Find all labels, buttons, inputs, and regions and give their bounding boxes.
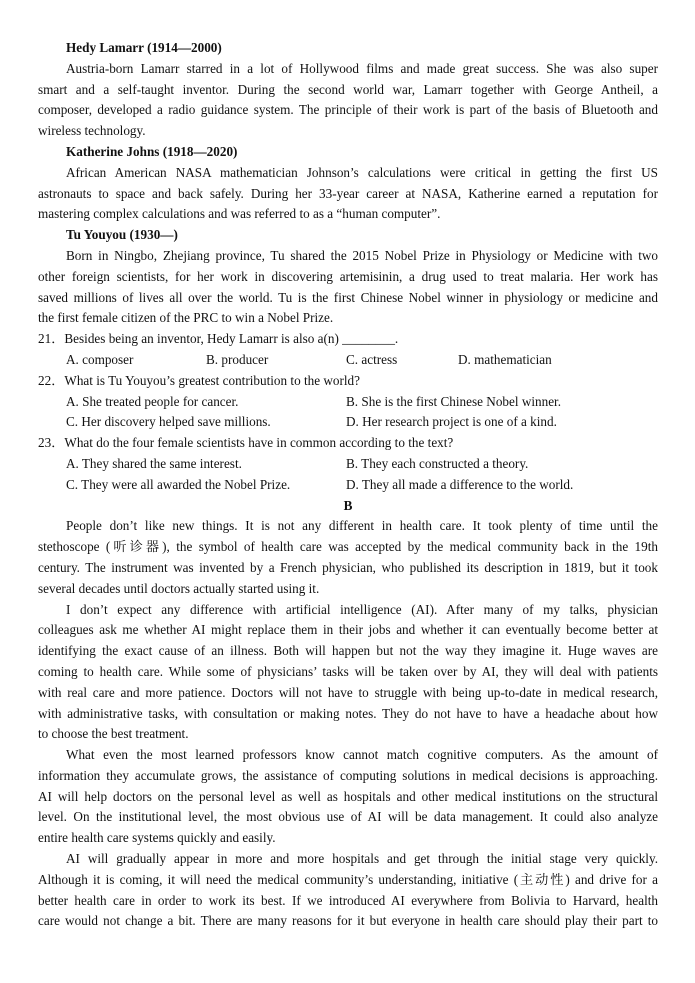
text-line: AI will gradually appear in more and more hospitals and get through the initial stage very quickly. bbox=[66, 851, 658, 867]
text-line: better health care in order to work its best. If we introduced AI everywhere from Bolivia to Harvard, health bbox=[38, 892, 658, 908]
text-line: identifying the exact cause of an illness. Both will happen but not the way they imagine it. Huge waves are bbox=[38, 643, 658, 659]
text-line: care would not change a bit. There are many reasons for it but everyone in health care should play their part to bbox=[38, 913, 658, 929]
option-c: C. Her discovery helped save millions. bbox=[66, 414, 271, 430]
text-line: coming to health care. While some of physicians’ tasks will be taken over by AI, they will deal with patients bbox=[38, 663, 658, 679]
question-stem: 22．What is Tu Youyou’s greatest contribution to the world? bbox=[38, 372, 360, 388]
option-c: C. They were all awarded the Nobel Prize. bbox=[66, 476, 291, 492]
question-stem: 23．What do the four female scientists have in common according to the text? bbox=[38, 435, 454, 451]
text-line: People don’t like new things. It is not any different in health care. It took plenty of time until the bbox=[66, 518, 658, 534]
document-page bbox=[38, 38, 658, 932]
text-line: the first female citizen of the PRC to win a Nobel Prize. bbox=[38, 310, 334, 326]
section-title-lamarr: Hedy Lamarr (1914—2000) bbox=[66, 40, 222, 55]
text-line: composer, developed a radio guidance system. The principle of their work is part of the basis of Bluetooth and bbox=[38, 102, 658, 118]
option-d: D. They all made a difference to the world. bbox=[346, 476, 574, 492]
text-line: colleagues ask me whether AI might replace them in their jobs and whether it can eventually become better at bbox=[38, 622, 658, 638]
question-options bbox=[38, 454, 658, 475]
text-line: century. The instrument was invented by a French physician, who published its description in 1819, but it took bbox=[38, 559, 658, 575]
option-c: C. actress bbox=[346, 351, 398, 367]
question-options bbox=[38, 350, 658, 371]
text-line: with real care and more patience. Doctors will not have to struggle with being up-to-date in medical research, bbox=[38, 684, 658, 700]
option-d: D. Her research project is one of a kind. bbox=[346, 414, 557, 430]
text-line: other foreign scientists, for her work in discovering artemisinin, a drug used to treat malaria. Her work has bbox=[38, 268, 658, 284]
option-b: B. producer bbox=[206, 351, 269, 367]
text-line: several decades until doctors actually started using it. bbox=[38, 580, 320, 596]
text-line: I don’t expect any difference with artificial intelligence (AI). After many of my talks, physician bbox=[66, 601, 658, 617]
text-line: stethoscope (听诊器), the symbol of health care was accepted by the medical community back in the 19th bbox=[38, 539, 658, 555]
option-a: A. They shared the same interest. bbox=[66, 455, 242, 471]
text-line: to choose the best treatment. bbox=[38, 726, 189, 742]
section-heading-b: B bbox=[343, 497, 353, 513]
section-title-tu: Tu Youyou (1930—) bbox=[66, 227, 178, 243]
option-d: D. mathematician bbox=[458, 351, 552, 367]
text-line: Austria-born Lamarr starred in a lot of Hollywood films and made great success. She was also super bbox=[66, 60, 658, 76]
text-line: wireless technology. bbox=[38, 123, 146, 139]
text-line: with administrative tasks, with consultation or making notes. They do not have to have a headache about how bbox=[38, 705, 658, 721]
option-a: A. She treated people for cancer. bbox=[66, 393, 239, 409]
option-b: B. She is the first Chinese Nobel winner. bbox=[346, 393, 562, 409]
option-a: A. composer bbox=[66, 351, 134, 367]
text-line: saved millions of lives all over the world. Tu is the first Chinese Nobel winner in physiology or medicine and bbox=[38, 289, 658, 305]
text-line: smart and a self-taught inventor. During the second world war, Lamarr together with George Antheil, a bbox=[38, 81, 658, 97]
question-options bbox=[38, 475, 658, 496]
question-stem: 21．Besides being an inventor, Hedy Lamarr is also a(n) ________. bbox=[38, 331, 399, 347]
text-line: AI will help doctors on the personal level as well as hospitals and other medical institutions on the structural bbox=[38, 788, 658, 804]
text-line: mastering complex calculations and was referred to as a “human computer”. bbox=[38, 206, 441, 222]
section-title-johns: Katherine Johns (1918—2020) bbox=[66, 143, 238, 159]
text-line: entire health care systems quickly and easily. bbox=[38, 830, 276, 846]
text-line: astronauts to space and back safely. During her 33-year career at NASA, Katherine earned a reputation for bbox=[38, 185, 658, 201]
text-line: African American NASA mathematician Johnson’s calculations were critical in getting the first US bbox=[66, 164, 658, 180]
option-b: B. They each constructed a theory. bbox=[346, 455, 529, 471]
question-options bbox=[38, 392, 658, 413]
question-options bbox=[38, 412, 658, 433]
text-line: Although it is coming, it will need the medical community’s understanding, initiative (主动性) and drive for a bbox=[38, 871, 658, 887]
text-line: Born in Ningbo, Zhejiang province, Tu shared the 2015 Nobel Prize in Physiology or Medicine with two bbox=[66, 247, 658, 263]
text-line: level. On the institutional level, the most obvious use of AI will be data management. It could also analyze bbox=[38, 809, 658, 825]
text-line: What even the most learned professors know cannot match cognitive computers. As the amount of bbox=[66, 747, 658, 763]
text-line: information they accumulate grows, the assistance of computing solutions in medical decisions is approaching. bbox=[38, 767, 658, 783]
